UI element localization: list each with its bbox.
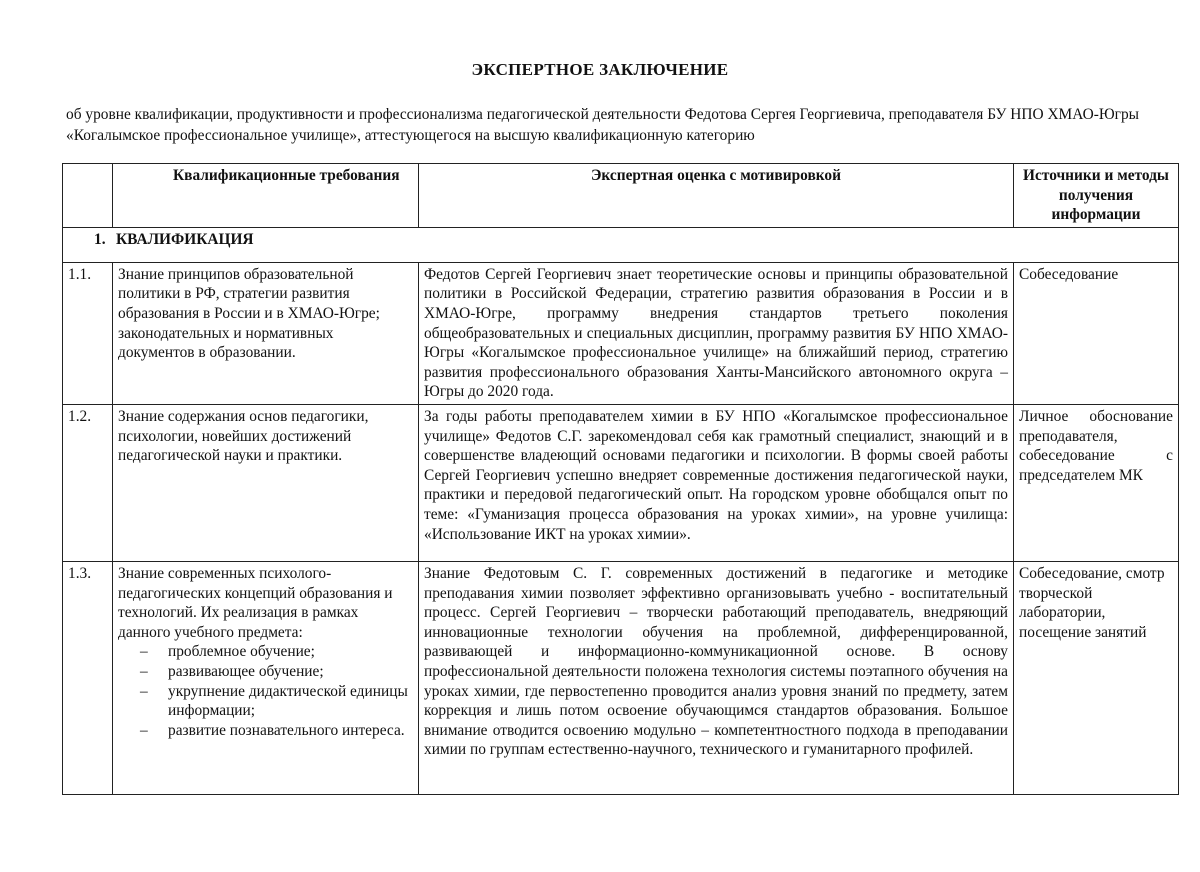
row-number: 1.2. [63,404,113,561]
assessment-table [62,163,1179,795]
row-sources: Личное обоснование преподавателя, собеседование с председателем МК [1014,404,1179,561]
header-assessment: Экспертная оценка с мотивировкой [419,164,1014,228]
document-subtitle: об уровне квалификации, продуктивности и профессионализма педагогической деятельности Федотова Сергея Георгиевича, преподавателя БУ НПО ХМАО-Югры «Когалымское профессиональное училище», аттестующегося на высшую квалификационную категорию [66,106,1139,144]
row-sources: Собеседование, смотр творческой лаборатории, посещение занятий [1014,561,1179,794]
row-assessment: Знание Федотовым С. Г. современных достижений в педагогике и методике преподавания химии позволяет эффективно организовывать учебно - воспитательный процесс. Сергей Георгиевич – творчески работающий преподаватель, внедряющий инновационные технологии обучения на проблемной, дифференцированной, развивающей и информационно-коммуникационной основе. В основу профессиональной деятельности положена технология системы поэтапного обучения на уроках химии, где первостепенно проводится анализ уровня знаний по предмету, затем коррекция и лишь потом освоение обучающимся стандартов образования. Большое внимание отводится освоению модульно – компетентностного подхода в преподавании химии по группам естественно-научного, технического и гуманитарного профилей. [419,561,1014,794]
list-item: – укрупнение дидактической единицы информации; [140,682,413,721]
table-header-row [63,164,1179,228]
section-title: КВАЛИФИКАЦИЯ [116,230,254,248]
row-sources: Собеседование [1014,262,1179,404]
row-assessment: За годы работы преподавателем химии в БУ НПО «Когалымское профессиональное училище» Федотов С.Г. зарекомендовал себя как грамотный специалист, знающий и в совершенстве владеющий основами педагогики и психологии. В формы своей работы Сергей Георгиевич успешно внедряет современные достижения педагогической науки, практики и передовой педагогический опыт. На городском уровне обобщался опыт по теме: «Гуманизация процесса образования на уроках химии», на уровне училища: «Использование ИКТ на уроках химии». [419,404,1014,561]
row-requirement-cell [113,561,419,794]
section-row [63,227,1179,262]
table-row [63,561,1179,794]
methods-list [118,642,413,740]
section-number: 1. [94,230,106,248]
list-item: – проблемное обучение; [140,642,413,662]
row-requirement: Знание современных психолого-педагогических концепций образования и технологий. Их реализация в рамках данного учебного предмета: [118,564,393,641]
row-number: 1.1. [63,262,113,404]
row-assessment: Федотов Сергей Георгиевич знает теоретические основы и принципы образовательной политики в Российской Федерации, стратегию развития образования в России и в ХМАО-Югре, программу внедрения стандартов третьего поколения общеобразовательных и специальных дисциплин, программу развития БУ НПО ХМАО-Югры «Когалымское профессиональное училище» на ближайший период, стратегию развития профессионального образования Ханты-Мансийского автономного округа – Югры до 2020 года. [419,262,1014,404]
row-requirement: Знание принципов образовательной политики в РФ, стратегии развития образования в России и в ХМАО-Югре; законодательных и нормативных документов в образовании. [113,262,419,404]
table-row [63,262,1179,404]
header-number [63,164,113,228]
document-title: ЭКСПЕРТНОЕ ЗАКЛЮЧЕНИЕ [471,60,729,79]
table-row [63,404,1179,561]
list-item: – развитие познавательного интереса. [140,721,413,741]
row-requirement: Знание содержания основ педагогики, психологии, новейших достижений педагогической науки и практики. [113,404,419,561]
row-number: 1.3. [63,561,113,794]
header-sources: Источники и методы получения информации [1014,164,1179,228]
list-item: – развивающее обучение; [140,662,413,682]
section-cell [63,227,1179,262]
header-requirement: Квалификационные требования [113,164,419,228]
